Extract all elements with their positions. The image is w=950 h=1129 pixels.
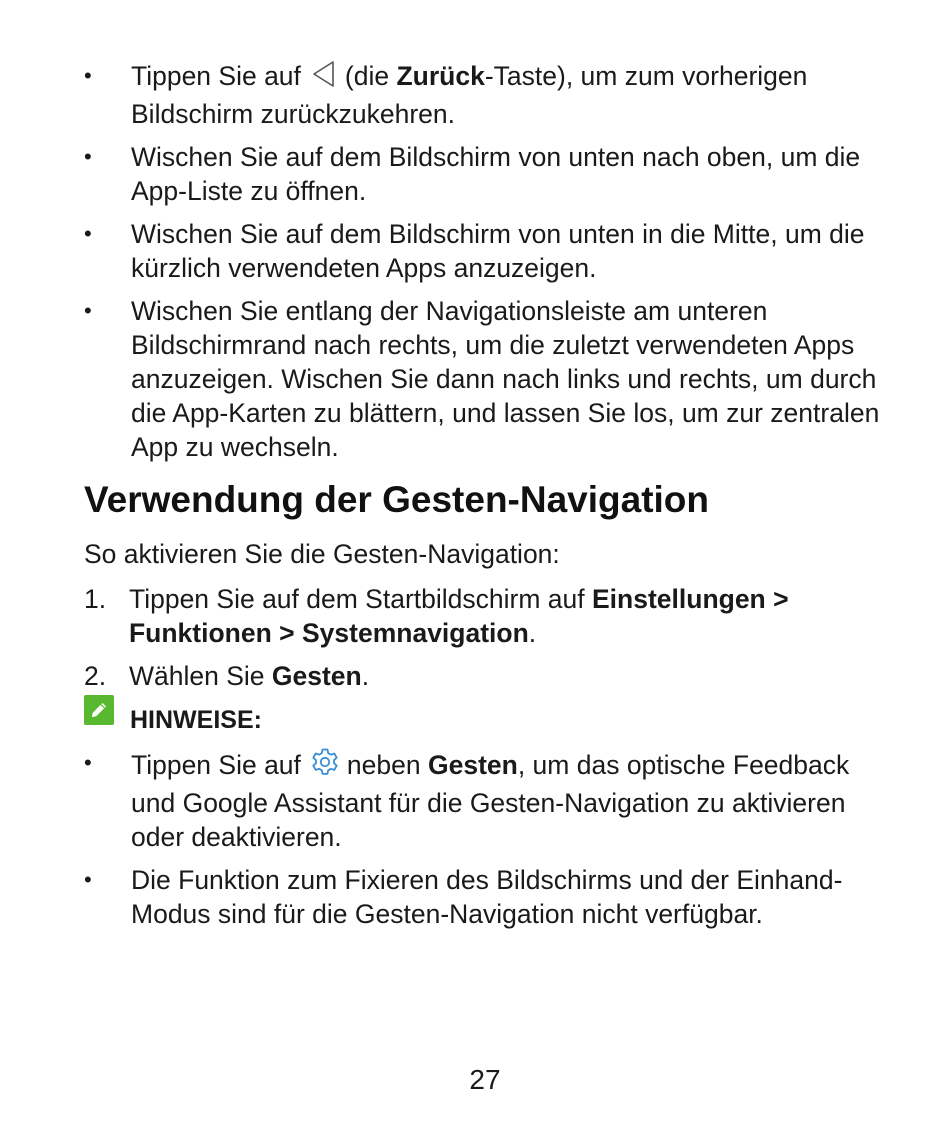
bullet: • [84, 750, 92, 775]
back-triangle-icon [309, 59, 339, 97]
bullet: • [84, 867, 92, 892]
bullet: • [84, 298, 92, 323]
step-number: 2. [84, 661, 107, 691]
notes-header [84, 700, 262, 734]
navigation-bullet-list [84, 59, 894, 473]
list-item [84, 746, 894, 854]
list-item-text: Tippen Sie auf (die Zurück-Taste), um zum vorherigen Bildschirm zurückzukehren. [131, 61, 808, 129]
step-text: Wählen Sie Gesten. [129, 661, 370, 691]
list-item-text: Wischen Sie auf dem Bildschirm von unten nach oben, um die App-Liste zu öffnen. [131, 142, 861, 206]
list-item-text: Wischen Sie entlang der Navigationsleiste am unteren Bildschirmrand nach rechts, um die zuletzt verwendeten Apps anzuzeigen. Wischen Sie dann nach links und rechts, um durch die App-Karten zu blättern, und lassen Sie los, um zur zentralen App zu wechseln. [131, 296, 880, 462]
list-item-text: Tippen Sie auf neben Gesten, um das optische Feedback und Google Assistant für die Gesten-Navigation zu aktivieren oder deaktivieren. [131, 746, 894, 854]
list-item [84, 59, 894, 131]
section-heading: Verwendung der Gesten-Navigation [84, 479, 710, 520]
step-item [84, 582, 894, 650]
list-item [84, 294, 894, 464]
note-pencil-icon [84, 695, 114, 725]
bullet: • [84, 63, 92, 88]
steps-list [84, 582, 894, 702]
list-item [84, 863, 894, 931]
step-text: Tippen Sie auf dem Startbildschirm auf Einstellungen > Funktionen > Systemnavigation. [129, 584, 789, 648]
step-number: 1. [84, 584, 107, 614]
notes-bullet-list [84, 746, 894, 940]
page-number: 27 [469, 1064, 501, 1095]
bullet: • [84, 221, 92, 246]
bullet: • [84, 144, 92, 169]
step-item [84, 659, 894, 693]
list-item-text: Die Funktion zum Fixieren des Bildschirms und der Einhand-Modus sind für die Gesten-Navigation nicht verfügbar. [131, 865, 843, 929]
notes-label: HINWEISE: [130, 706, 262, 734]
list-item [84, 217, 894, 285]
intro-text: So aktivieren Sie die Gesten-Navigation: [84, 539, 560, 569]
list-item-text: Wischen Sie auf dem Bildschirm von unten in die Mitte, um die kürzlich verwendeten Apps anzuzeigen. [131, 219, 865, 283]
gear-icon [309, 746, 341, 786]
list-item [84, 140, 894, 208]
